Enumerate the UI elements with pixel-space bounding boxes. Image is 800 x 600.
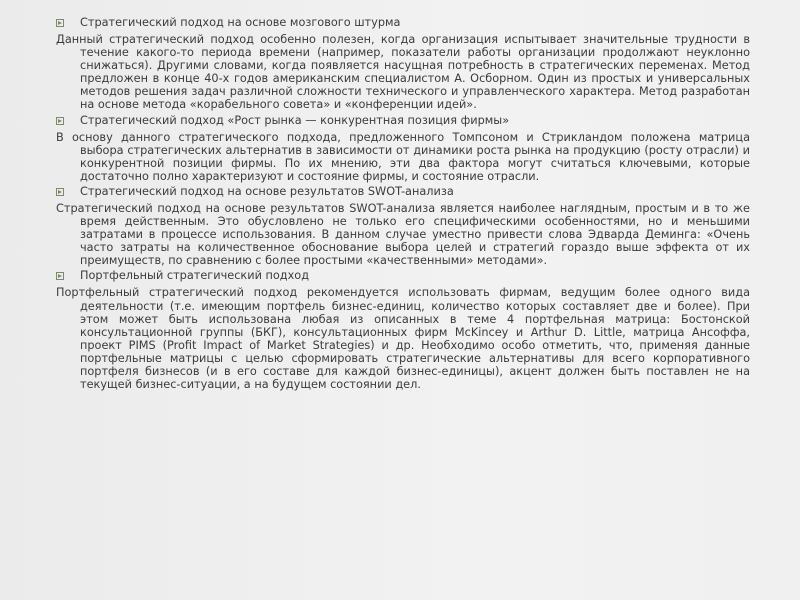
section-paragraph: Портфельный стратегический подход рекомендуется использовать фирмам, ведущим более одного вида деятельности (т.е. имеющим портфель бизнес-единиц, количество которых составляет две и более). При этом может быть использована любая из описанных в теме 4 портфельная матрица: Бостонской консультационной группы (БКГ), консультационных фирм McKinсey и Arthur D. Little, матрица Ансоффа, проект PIMS (Profit Impact of Market Strategies) и др. Необходимо особо отметить, что, применяя данные портфельные матрицы с целью сформировать стратегические альтернативы для всего корпоративного портфеля бизнесов (и в его составе для каждой бизнес-единицы), акцент должен быть поставлен не на текущей бизнес-ситуации, а на будущем состоянии дел. [56,286,750,392]
section-heading-text: Стратегический подход на основе результатов SWOT-анализа [80,184,454,198]
bullet-arrow-icon [56,117,64,125]
section-heading-portfolio [56,269,750,283]
bullet-arrow-icon [56,188,64,196]
section-paragraph: В основу данного стратегического подхода, предложенного Томпсоном и Стрикландом положена матрица выбора стратегических альтернатив в зависимости от динамики роста рынка на продукцию (росту отрасли) и конкурентной позиции фирмы. По их мнению, эти два фактора могут считаться ключевыми, которые достаточно полно характеризуют и состояние фирмы, и состояние отрасли. [56,130,750,183]
bullet-arrow-icon [56,272,64,280]
section-heading-text: Стратегический подход на основе мозгового штурма [80,16,401,29]
section-heading-swot [56,185,750,199]
section-heading-text: Портфельный стратегический подход [80,269,310,283]
section-heading-market-growth [56,114,750,128]
bullet-arrow-icon [56,19,64,27]
section-heading-brainstorm [56,16,750,30]
section-heading-text: Стратегический подход «Рост рынка — конкурентная позиция фирмы» [80,113,510,127]
section-paragraph: Стратегический подход на основе результатов SWOT-анализа является наиболее наглядным, простым и в то же время действенным. Это обусловлено не только его специфическими особенностями, но и меньшими затратами в процессе использования. В данном случае уместно привести слова Эдварда Деминга: «Очень часто затраты на количественное обоснование выбора целей и стратегий гораздо выше эффекта от их преимуществ, по сравнению с более простыми «качественными» методами». [56,201,750,268]
slide-content [56,14,750,393]
section-paragraph: Данный стратегический подход особенно полезен, когда организация испытывает значительные трудности в течение какого-то периода времени (например, показатели работы организации продолжают неуклонно снижаться). Другими словами, когда появляется насущная потребность в стратегических переменах. Метод предложен в конце 40-х годов американским специалистом А. Осборном. Один из простых и универсальных методов решения задач различной сложности технического и управленческого характера. Метод разработан на основе метода «корабельного совета» и «конференции идей». [56,33,750,112]
